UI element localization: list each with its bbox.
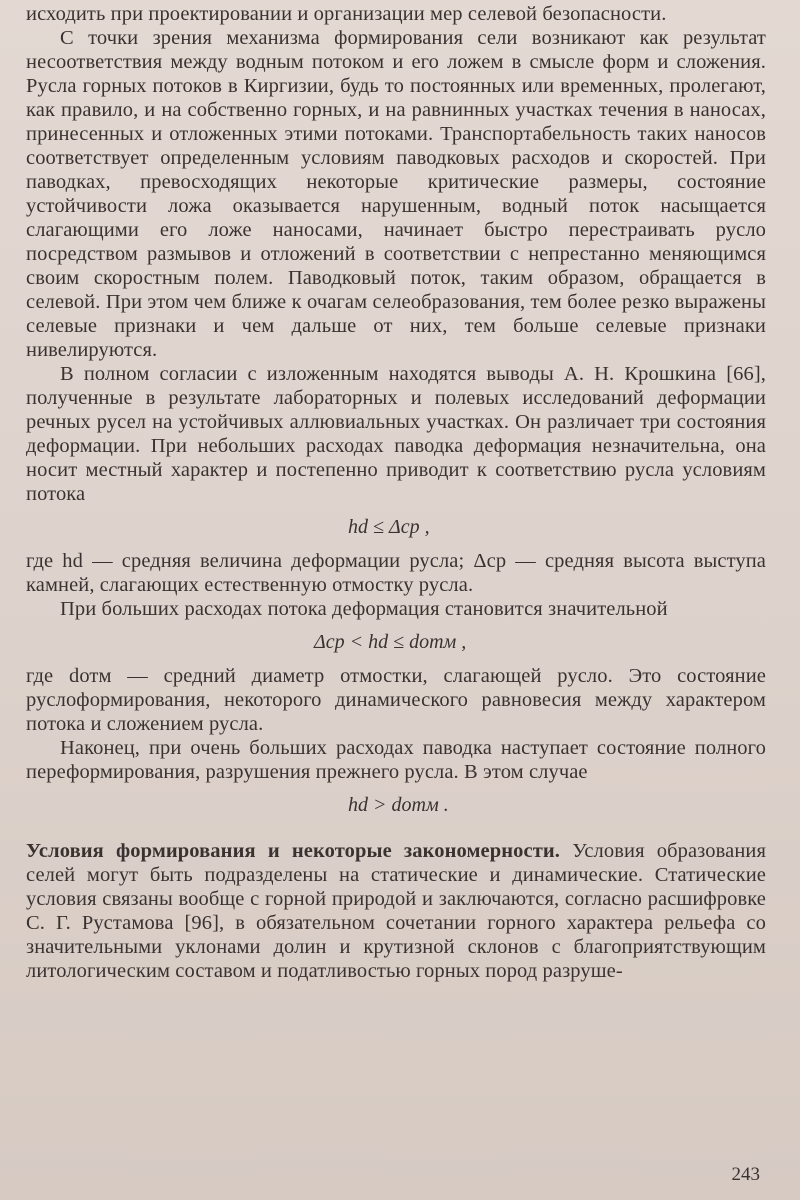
formula-1: hd ≤ Δср , xyxy=(348,516,430,538)
section-paragraph xyxy=(26,839,766,983)
section-text: Условия образования селей могут быть подразделены на статические и динамические. Статические условия связаны вообще с горной природой и заключаются, согласно расшифровке С. Г. Рустамова [96], в обязательном сочетании горного характера рельефа со значительными уклонами долин и крутизной склонов с благоприятствующим литологическим составом и податливостью горных пород разруше- xyxy=(26,840,766,982)
paragraph-1: исходить при проектировании и организации мер селевой безопасности. xyxy=(26,3,667,25)
paragraph-3: В полном согласии с изложенным находятся выводы А. Н. Крошкина [66], полученные в результате лабораторных и полевых исследований деформации речных русел на устойчивых аллювиальных участках. Он различает три состояния деформации. При небольших расходах паводка деформация незначительна, она носит местный характер и постепенно приводит к соответствию русла условиям потока xyxy=(26,363,766,505)
section-spacer xyxy=(26,827,766,839)
paragraph-5: При больших расходах потока деформация становится значительной xyxy=(60,598,668,620)
paragraph-2: С точки зрения механизма формирования сели возникают как результат несоответствия между водным потоком и его ложем в смысле форм и сложения. Русла горных потоков в Киргизии, будь то постоянных или временных, пролегают, как правило, и на собственно горных, и на равнинных участках течения в наносах, принесенных и отложенных этими потоками. Транспортабельность таких наносов соответствует определенным условиям паводковых расходов и скоростей. При паводках, превосходящих некоторые критические размеры, состояние устойчивости ложа оказывается нарушенным, водный поток насыщается слагающими его ложе наносами, начинает быстро перестраивать русло посредством размывов и отложений в соответствии с непрестанно меняющимся своим скоростным полем. Паводковый поток, таким образом, обращается в селевой. При этом чем ближе к очагам селеобразования, тем более резко выражены селевые признаки и чем дальше от них, тем больше селевые признаки нивелируются. xyxy=(26,27,766,361)
formula-2: Δср < hd ≤ dотм , xyxy=(314,631,467,653)
page-number: 243 xyxy=(731,1164,760,1185)
paragraph-4: где hd — средняя величина деформации русла; Δср — средняя высота выступа камней, слагающих естественную отмостку русла. xyxy=(26,550,766,596)
paragraph-7: Наконец, при очень больших расходах паводка наступает состояние полного переформирования, разрушения прежнего русла. В этом случае xyxy=(26,737,766,783)
section-heading: Условия формирования и некоторые закономерности. xyxy=(26,840,561,862)
paragraph-6: где dотм — средний диаметр отмостки, слагающей русло. Это состояние руслоформирования, некоторого динамического равновесия между характером потока и сложением русла. xyxy=(26,665,766,735)
formula-3: hd > dотм . xyxy=(348,794,449,816)
